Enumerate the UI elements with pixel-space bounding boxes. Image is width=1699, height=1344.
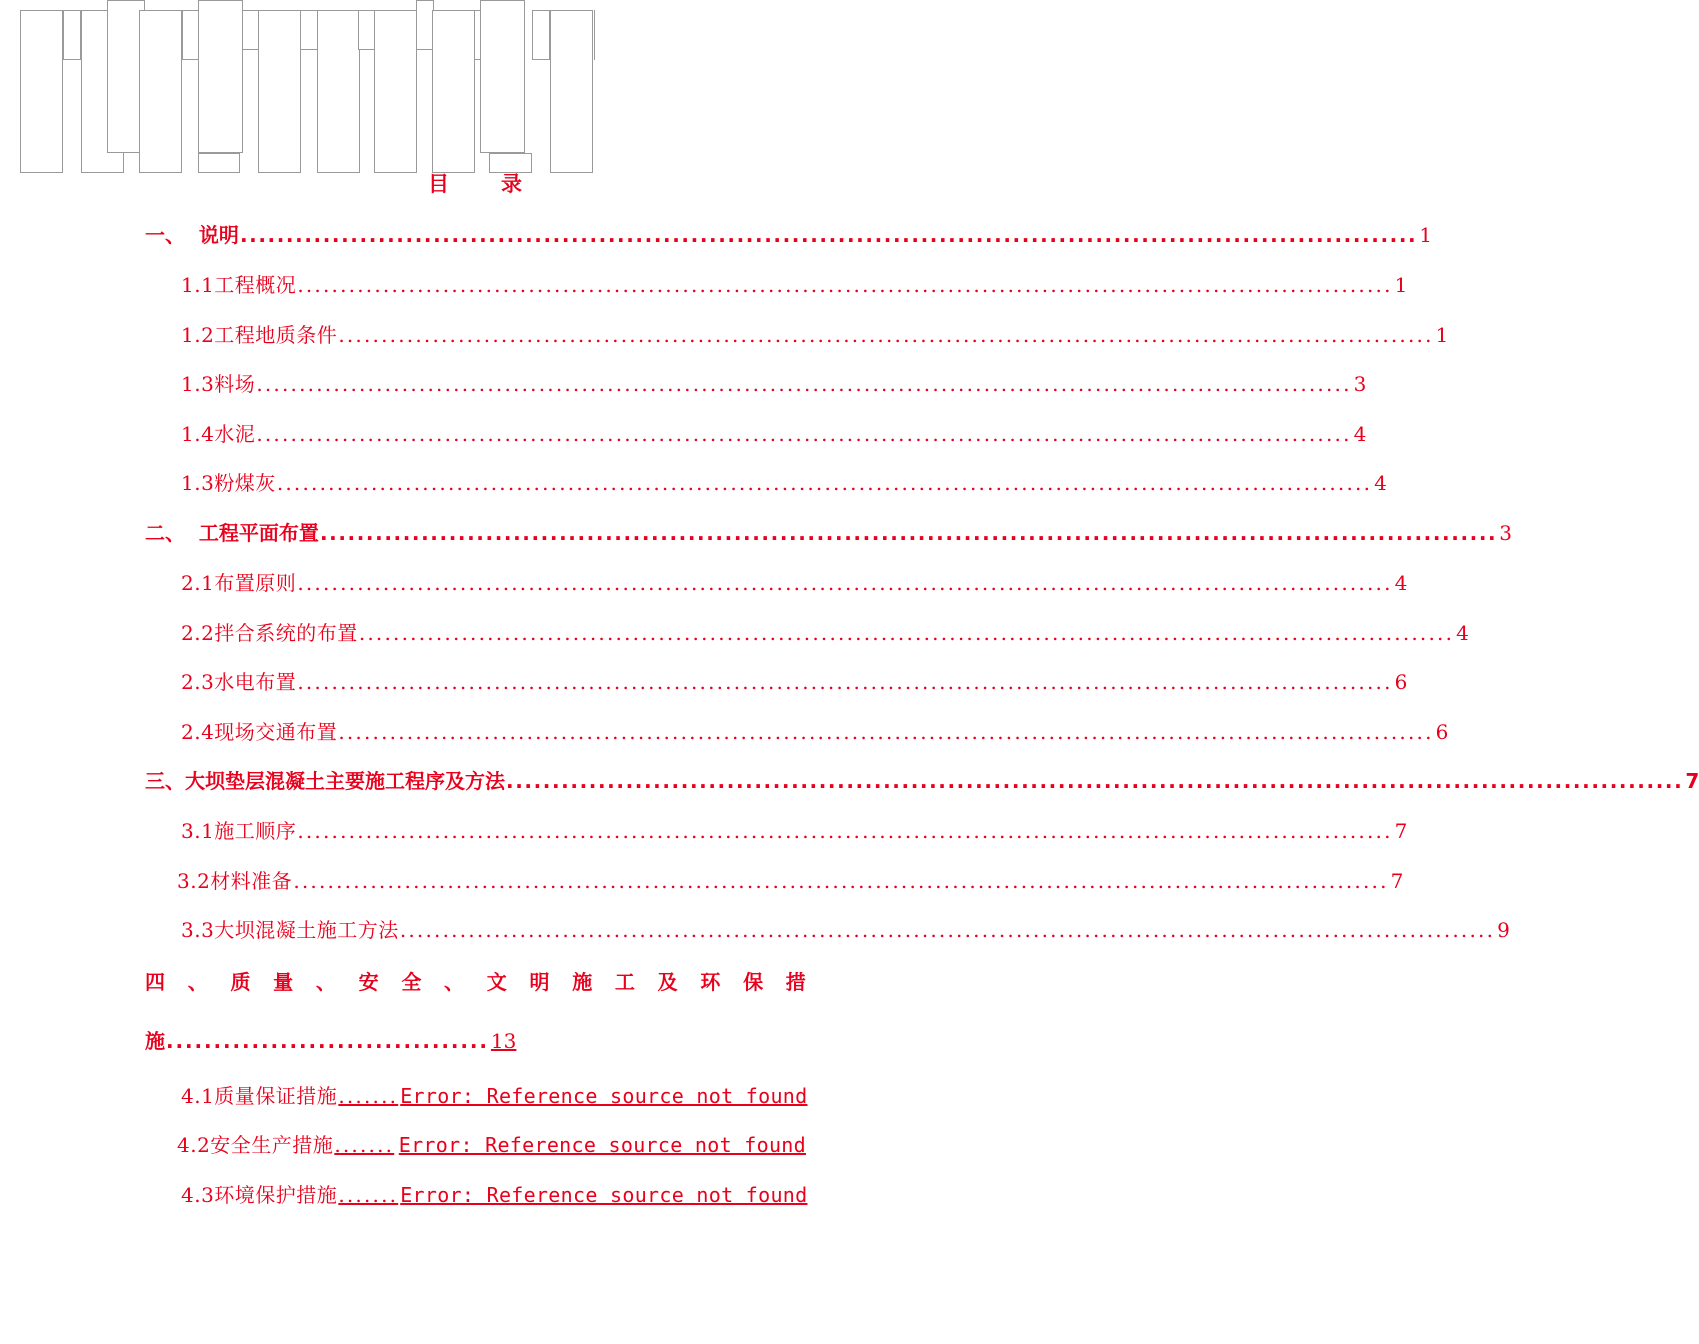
toc-page-number: 4	[1374, 471, 1387, 495]
toc-entry-char: 明	[529, 970, 550, 994]
toc-page-number: 1	[1394, 273, 1408, 297]
toc-entry-char: 全	[401, 970, 422, 994]
toc-entry-label: 二、 工程平面布置	[145, 521, 319, 545]
header-box	[258, 10, 301, 173]
header-box	[593, 10, 595, 60]
toc-leader: ..................................	[166, 1029, 489, 1053]
toc-entry-2-3[interactable]	[181, 667, 1408, 697]
toc-entry-label: 1.3料场	[181, 372, 256, 396]
toc-entry-char: 保	[743, 970, 764, 994]
toc-leader: ................................................................................................................................	[338, 323, 1434, 347]
toc-entry-label: 2.3水电布置	[181, 670, 297, 694]
toc-title	[0, 168, 950, 198]
toc-entry-1-4[interactable]	[181, 419, 1367, 449]
toc-leader: .......	[334, 1133, 395, 1157]
header-box	[198, 0, 243, 153]
toc-leader: ................................................................................................................................	[338, 720, 1434, 744]
header-box	[480, 0, 525, 153]
toc-entry-section-4-line2[interactable]	[145, 1026, 516, 1056]
toc-entry-label: 3.2材料准备	[177, 869, 293, 893]
toc-leader: ................................................................................................................................	[276, 471, 1373, 495]
toc-entry-label: 1.4水泥	[181, 422, 256, 446]
toc-entry-label: 三、大坝垫层混凝土主要施工程序及方法	[145, 769, 505, 793]
toc-entry-label: 4.3环境保护措施	[181, 1183, 338, 1207]
toc-entry-char: 安	[358, 970, 379, 994]
toc-leader: ................................................................................................................................	[293, 869, 1389, 893]
header-box	[300, 10, 318, 50]
toc-leader: ................................................................................................................................	[297, 273, 1393, 297]
toc-page-number: 1	[1435, 323, 1449, 347]
toc-page-number: 4	[1353, 422, 1367, 446]
toc-page-number: 7	[1394, 819, 1408, 843]
toc-entry-char: 、	[187, 970, 208, 994]
toc-entry-label: 1.2工程地质条件	[181, 323, 338, 347]
toc-page-number[interactable]: 13	[490, 1029, 517, 1053]
toc-leader: ................................................................................................................................	[256, 422, 1352, 446]
toc-page-number: 4	[1456, 621, 1469, 645]
toc-leader: ................................................................................................................................	[297, 819, 1393, 843]
toc-title-char: 录	[501, 172, 522, 196]
header-box	[139, 10, 182, 173]
toc-entry-char: 及	[657, 970, 678, 994]
toc-page-number: 3	[1353, 372, 1367, 396]
toc-entry-char: 措	[785, 970, 806, 994]
toc-page-number: 6	[1435, 720, 1449, 744]
toc-entry-label: 1.1工程概况	[181, 273, 297, 297]
toc-entry-label: 4.2安全生产措施	[177, 1133, 334, 1157]
toc-entry-label: 2.1布置原则	[181, 571, 297, 595]
toc-entry-4-1[interactable]	[181, 1081, 806, 1111]
toc-entry-3-1[interactable]	[181, 816, 1408, 846]
header-box	[550, 10, 593, 173]
toc-leader: ................................................................................................................................	[297, 571, 1393, 595]
toc-entry-char: 文	[486, 970, 507, 994]
toc-entry-char: 工	[614, 970, 635, 994]
toc-entry-section-4-line1[interactable]	[145, 966, 806, 998]
toc-entry-char: 四	[145, 970, 165, 994]
toc-entry-char: 施	[572, 970, 593, 994]
toc-leader: ................................................................................................................................	[506, 769, 1684, 793]
toc-leader: .......	[338, 1183, 399, 1207]
toc-entry-label: 1.3粉煤灰	[181, 471, 276, 495]
toc-entry-1-3b[interactable]	[181, 468, 1387, 498]
toc-entry-char: 、	[315, 970, 336, 994]
toc-leader: ................................................................................................................................	[358, 621, 1455, 645]
toc-entry-char: 质	[230, 970, 251, 994]
toc-page-number: 4	[1394, 571, 1408, 595]
toc-entry-char: 量	[273, 970, 294, 994]
header-box	[63, 10, 81, 60]
toc-entry-1-3[interactable]	[181, 369, 1367, 399]
toc-entry-1-2[interactable]	[181, 320, 1449, 350]
toc-entry-section-3[interactable]	[145, 766, 1699, 796]
toc-entry-4-3[interactable]	[181, 1180, 806, 1210]
reference-error-text[interactable]: Error: Reference source not found	[400, 1183, 808, 1207]
toc-page-number: 7	[1390, 869, 1404, 893]
toc-leader: ................................................................................................................................	[297, 670, 1393, 694]
toc-entry-char: 环	[700, 970, 721, 994]
header-box	[374, 10, 417, 173]
toc-entry-2-2[interactable]	[181, 618, 1469, 648]
toc-entry-3-2[interactable]	[177, 866, 1404, 896]
toc-entry-1-1[interactable]	[181, 270, 1408, 300]
toc-entry-label: 施	[145, 1029, 165, 1053]
toc-entry-label: 2.4现场交通布置	[181, 720, 338, 744]
toc-page-number: 1	[1419, 223, 1432, 247]
toc-entry-label: 4.1质量保证措施	[181, 1084, 338, 1108]
toc-entry-label: 2.2拌合系统的布置	[181, 621, 358, 645]
header-box	[317, 10, 360, 173]
toc-entry-label: 一、 说明	[145, 223, 239, 247]
toc-leader: ................................................................................................................................	[319, 521, 1498, 545]
header-box	[20, 10, 63, 173]
toc-entry-2-1[interactable]	[181, 568, 1408, 598]
toc-page-number: 6	[1394, 670, 1408, 694]
toc-leader: ................................................................................................................................	[239, 223, 1418, 247]
toc-entry-section-2[interactable]	[145, 518, 1512, 548]
toc-leader: ................................................................................................................................	[399, 918, 1496, 942]
toc-entry-section-1[interactable]	[145, 220, 1432, 250]
reference-error-text[interactable]: Error: Reference source not found	[398, 1133, 806, 1157]
toc-leader: .......	[338, 1084, 399, 1108]
toc-entry-label: 3.1施工顺序	[181, 819, 297, 843]
toc-page-number: 3	[1499, 521, 1512, 545]
toc-entry-char: 、	[444, 970, 465, 994]
toc-page-number: 9	[1497, 918, 1510, 942]
toc-leader: ................................................................................................................................	[256, 372, 1352, 396]
toc-entry-2-4[interactable]	[181, 717, 1449, 747]
reference-error-text[interactable]: Error: Reference source not found	[400, 1084, 808, 1108]
toc-page-number: 7	[1685, 769, 1699, 793]
header-box	[532, 10, 550, 60]
header-box	[432, 10, 475, 173]
toc-entry-label: 3.3大坝混凝土施工方法	[181, 918, 399, 942]
toc-entry-4-2[interactable]	[177, 1130, 806, 1160]
toc-entry-3-3[interactable]	[181, 915, 1510, 945]
toc-title-char: 目	[428, 172, 449, 196]
